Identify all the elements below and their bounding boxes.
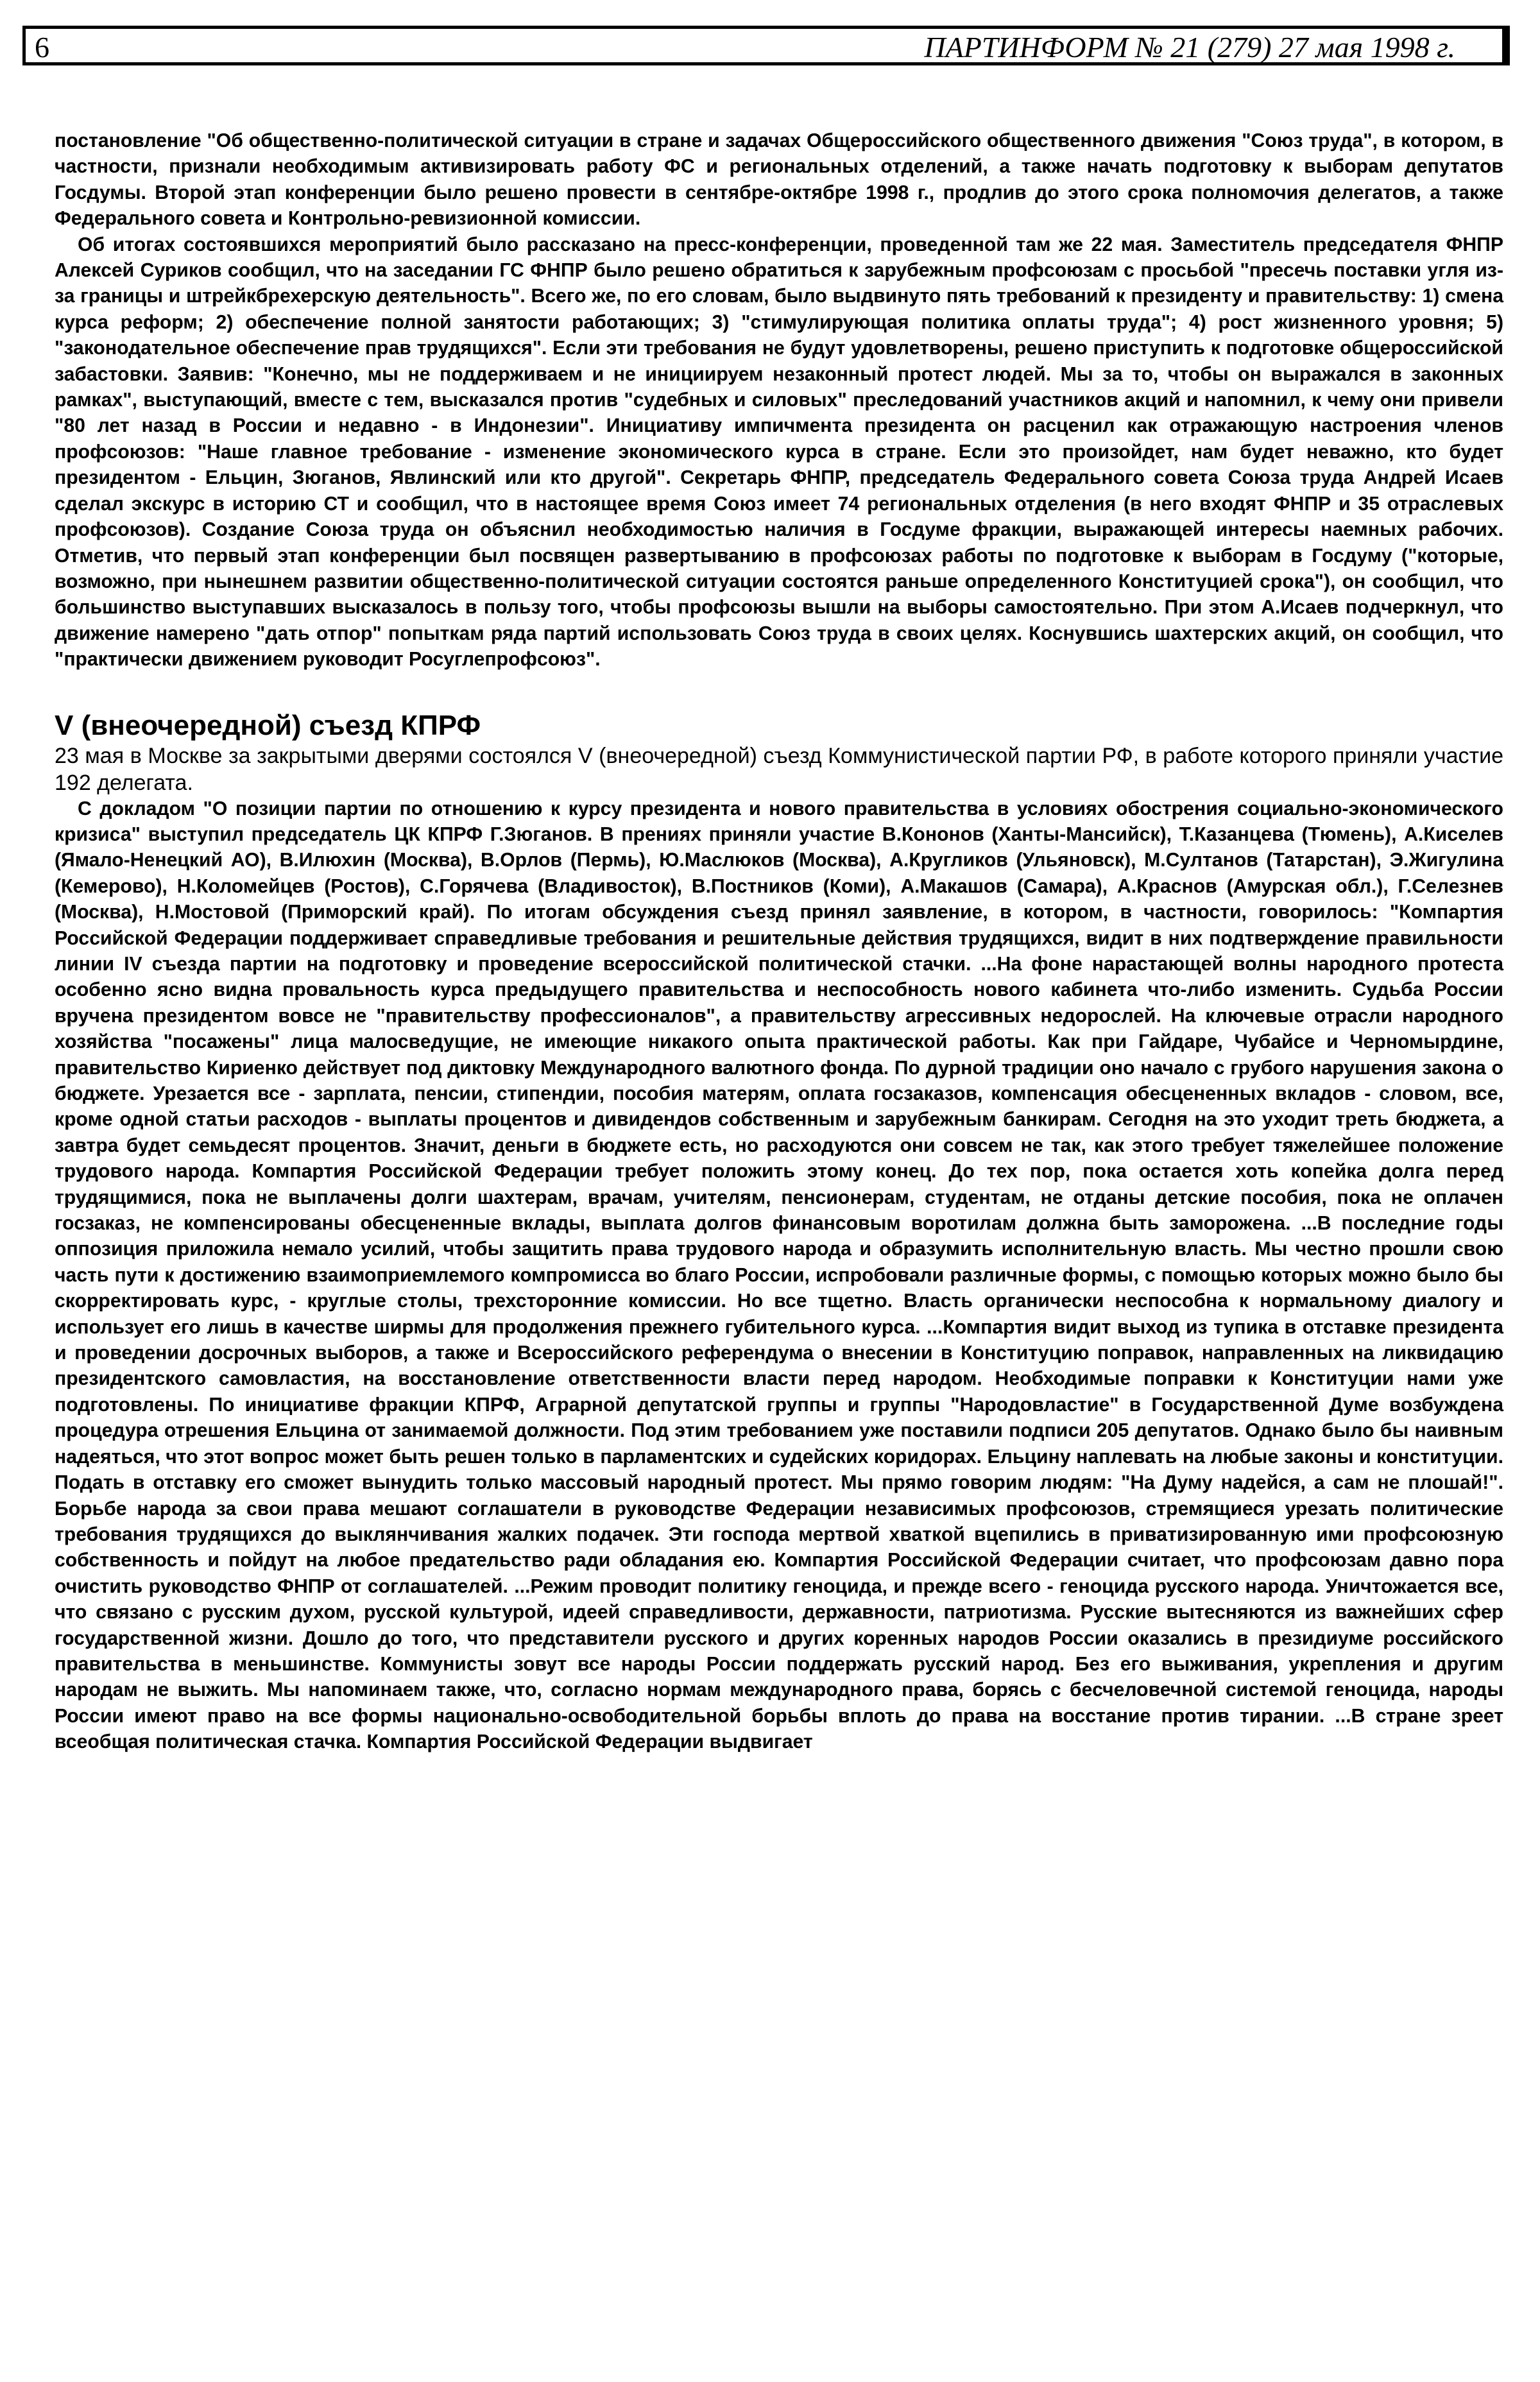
article1-paragraph-1: постановление "Об общественно-политической ситуации в стране и задачах Общероссийского общественного движения "Союз труда", в котором, в частности, признали необходимым активизировать работу ФС и региональных отделений, а также начать подготовку к выборам депутатов Госдумы. Второй этап конференции было решено провести в сентябре-октябре 1998 г., продлив до этого срока полномочия делегатов, а также Федерального совета и Контрольно-ревизионной комиссии. — [55, 130, 1503, 230]
page-header — [22, 26, 1510, 65]
article1-paragraph-2: Об итогах состоявшихся мероприятий было рассказано на пресс-конференции, проведенной там же 22 мая. Заместитель председателя ФНПР Алексей Суриков сообщил, что на заседании ГС ФНПР было решено обратиться к зарубежным профсоюзам с просьбой "пресечь поставки угля из-за границы и штрейкбрехерскую деятельность". Всего же, по его словам, было выдвинуто пять требований к президенту и правительству: 1) смена курса реформ; 2) обеспечение полной занятости работающих; 3) "стимулирующая политика оплаты труда"; 4) рост жизненного уровня; 5) "законодательное обеспечение прав трудящихся". Если эти требования не будут удовлетворены, решено приступить к подготовке общероссийской забастовки. Заявив: "Конечно, мы не поддерживаем и не инициируем незаконный протест людей. Мы за то, чтобы он выражался в законных рамках", выступающий, вместе с тем, высказался против "судебных и силовых" преследований участников акций и напомнил, к чему они привели "80 лет назад в России и недавно - в Индонезии". Инициативу импичмента президента он расценил как отражающую настроения членов профсоюзов: "Наше главное требование - изменение экономического курса в стране. Если это произойдет, нам будет неважно, кто будет президентом - Ельцин, Зюганов, Явлинский или кто другой". Секретарь ФНПР, председатель Федерального совета Союза труда Андрей Исаев сделал экскурс в историю СТ и сообщил, что в настоящее время Союз имеет 74 региональных отделения (в него входят ФНПР и 35 отраслевых профсоюзов). Создание Союза труда он объяснил необходимостью наличия в Госдуме фракции, выражающей интересы наемных рабочих. Отметив, что первый этап конференции был посвящен развертыванию в профсоюзах работы по подготовке к выборам в Госдуму ("которые, возможно, при нынешнем развитии общественно-политической ситуации состоятся раньше определенного Конституцией срока"), он сообщил, что большинство выступавших высказалось в пользу того, чтобы профсоюзы вышли на выборы самостоятельно. При этом А.Исаев подчеркнул, что движение намерено "дать отпор" попыткам ряда партий использовать Союз труда в своих целях. Коснувшись шахтерских акций, он сообщил, что "практически движением руководит Росуглепрофсоюз". — [55, 234, 1503, 671]
page-number: 6 — [35, 31, 49, 64]
article2-title: V (внеочередной) съезд КПРФ — [55, 709, 481, 741]
header-edge-bar — [1502, 26, 1510, 65]
article2-lead: 23 мая в Москве за закрытыми дверями состоялся V (внеочередной) съезд Коммунистической партии РФ, в работе которого приняли участие 192 делегата. — [55, 743, 1503, 795]
article2-body: С докладом "О позиции партии по отношению к курсу президента и нового правительства в условиях обострения социально-экономического кризиса" выступил председатель ЦК КПРФ Г.Зюганов. В прениях приняли участие В.Кононов (Ханты-Мансийск), Т.Казанцева (Тюмень), А.Киселев (Ямало-Ненецкий АО), В.Илюхин (Москва), В.Орлов (Пермь), Ю.Маслюков (Москва), А.Кругликов (Ульяновск), М.Султанов (Татарстан), Э.Жигулина (Кемерово), Н.Коломейцев (Ростов), С.Горячева (Владивосток), В.Постников (Коми), А.Макашов (Самара), А.Краснов (Амурская обл.), Г.Селезнев (Москва), Н.Мостовой (Приморский край). По итогам обсуждения съезд принял заявление, в котором, в частности, говорилось: "Компартия Российской Федерации поддерживает справедливые требования и решительные действия трудящихся, видит в них подтверждение правильности линии IV съезда партии на подготовку и проведение всероссийской политической стачки. ...На фоне нарастающей волны народного протеста особенно ясно видна провальность курса предыдущего правительства и неспособность нового кабинета что-либо изменить. Судьба России вручена президентом вовсе не "правительству профессионалов", а правительству агрессивных недорослей. На ключевые отрасли народного хозяйства "посажены" лица малосведущие, не имеющие никакого опыта практической работы. Как при Гайдаре, Чубайсе и Черномырдине, правительство Кириенко действует под диктовку Международного валютного фонда. По дурной традиции оно начало с грубого нарушения закона о бюджете. Урезается все - зарплата, пенсии, стипендии, пособия матерям, оплата госзаказов, компенсация обесцененных вкладов - словом, все, кроме одной статьи расходов - выплаты процентов и дивидендов собственным и зарубежным банкирам. Сегодня на это уходит треть бюджета, а завтра будет семьдесят процентов. Значит, деньги в бюджете есть, но расходуются они совсем не так, как этого требует тяжелейшее положение трудового народа. Компартия Российской Федерации требует положить этому конец. До тех пор, пока остается хоть копейка долга перед трудящимися, пока не выплачены долги шахтерам, врачам, учителям, пенсионерам, студентам, не отданы детские пособия, пока не оплачен госзаказ, не компенсированы обесцененные вклады, выплата долгов финансовым воротилам должна быть заморожена. ...В последние годы оппозиция приложила немало усилий, чтобы защитить права трудового народа и образумить исполнительную власть. Мы честно прошли свою часть пути к достижению взаимоприемлемого компромисса во благо России, испробовали различные формы, с помощью которых можно было бы скорректировать курс, - круглые столы, трехсторонние комиссии. Но все тщетно. Власть органически неспособна к нормальному диалогу и использует его лишь в качестве ширмы для продолжения прежнего губительного курса. ...Компартия видит выход из тупика в отставке президента и проведении досрочных выборов, а также и Всероссийского референдума о внесении в Конституцию поправок, направленных на ликвидацию президентского самовластия, на восстановление ответственности власти перед народом. Необходимые поправки к Конституции нами уже подготовлены. По инициативе фракции КПРФ, Аграрной депутатской группы и группы "Народовластие" в Государственной Думе возбуждена процедура отрешения Ельцина от занимаемой должности. Под этим требованием уже поставили подписи 205 депутатов. Однако было бы наивным надеяться, что этот вопрос может быть решен только в парламентских и судейских коридорах. Ельцину наплевать на любые законы и конституции. Подать в отставку его сможет вынудить только массовый народный протест. Мы прямо говорим людям: "На Думу надейся, а сам не плошай!". Борьбе народа за свои права мешают соглашатели в руководстве Федерации независимых профсоюзов, стремящиеся урезать политические требования трудящихся до выклянчивания жалких подачек. Эти господа мертвой хваткой вцепились в приватизированную ими профсоюзную собственность и пойдут на любое предательство ради обладания ею. Компартия Российской Федерации считает, что профсоюзам давно пора очистить руководство ФНПР от соглашателей. ...Режим проводит политику геноцида, и прежде всего - геноцида русского народа. Уничтожается все, что связано с русским духом, русской культурой, идеей справедливости, державности, патриотизма. Русские вытесняются из важнейших сфер государственной жизни. Дошло до того, что представители русского и других коренных народов России оказались в президиуме российского правительства в меньшинстве. Коммунисты зовут все народы России поддержать русский народ. Без его выживания, укрепления и другим народам не выжить. Мы напоминаем также, что, согласно нормам международного права, борясь с бесчеловечной системой геноцида, народы России имеют право на все формы национально-освободительной борьбы вплоть до права на восстание против тирании. ...В стране зреет всеобщая политическая стачка. Компартия Российской Федерации выдвигает — [55, 798, 1503, 1753]
page-content — [55, 128, 1503, 1756]
publication-title: ПАРТИНФОРМ № 21 (279) 27 мая 1998 г. — [924, 31, 1455, 64]
